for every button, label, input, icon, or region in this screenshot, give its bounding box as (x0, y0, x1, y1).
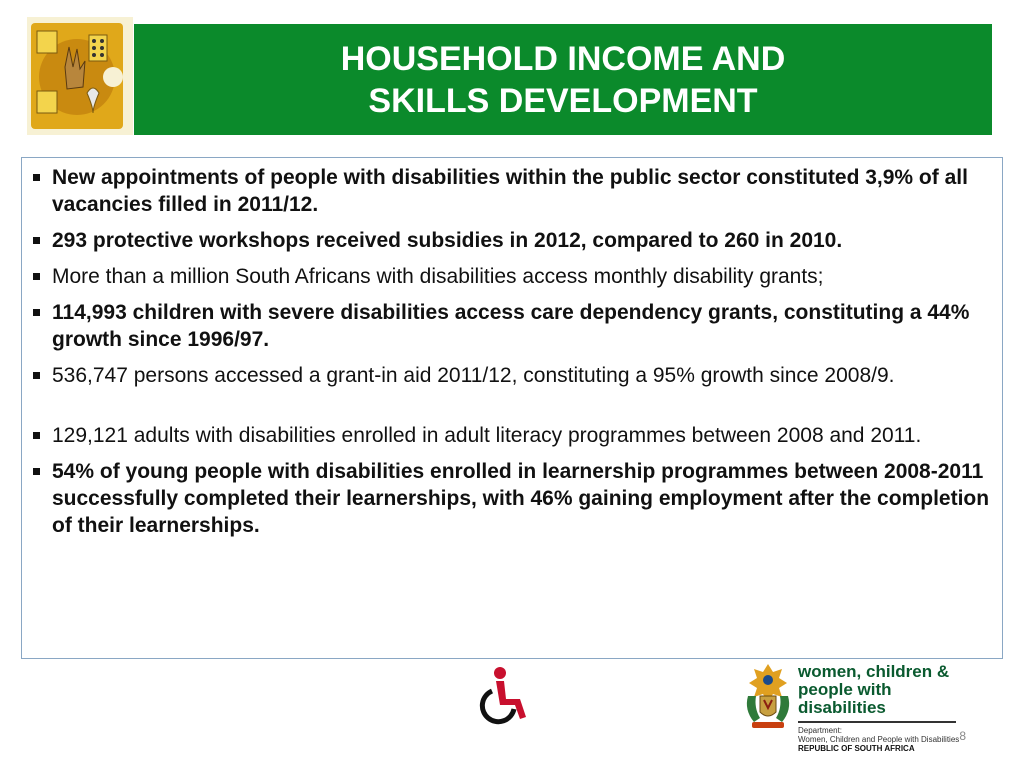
coat-of-arms-icon (740, 660, 796, 735)
bullet-marker-icon (33, 432, 40, 439)
bullet-item (30, 458, 996, 539)
bullet-text: 129,121 adults with disabilities enrolled in adult literacy programmes between 2008 and 2011. (52, 424, 922, 447)
wheelchair-icon (478, 665, 534, 725)
bullet-text: New appointments of people with disabilities within the public sector constituted 3,9% of all vacancies filled in 2011/12. (52, 166, 968, 216)
dept-label: Department: (798, 726, 843, 735)
bullet-list (30, 164, 996, 548)
bullet-text: 536,747 persons accessed a grant-in aid 2011/12, constituting a 95% growth since 2008/9. (52, 364, 895, 387)
department-text-block (798, 663, 968, 753)
bullet-marker-icon (33, 468, 40, 475)
bullet-item (30, 164, 996, 218)
title-banner (134, 24, 992, 135)
bullet-item (30, 422, 996, 449)
bullet-text: 54% of young people with disabilities enrolled in learnership programmes between 2008-2011 successfully completed their learnerships, with 46% gaining employment after the completion of their learnerships. (52, 460, 990, 537)
bullet-item (30, 362, 996, 389)
slide-number: 8 (959, 729, 966, 743)
dept-divider (798, 721, 956, 723)
dept-full-name: Women, Children and People with Disabilities (798, 735, 960, 744)
bullet-marker-icon (33, 174, 40, 181)
bullet-item (30, 227, 996, 254)
bullet-text: 293 protective workshops received subsidies in 2012, compared to 260 in 2010. (52, 229, 843, 252)
bullet-marker-icon (33, 372, 40, 379)
disability-collage-logo-icon (27, 17, 133, 135)
dept-name-line-2: people with disabilities (798, 680, 892, 717)
content-box (21, 157, 1003, 659)
country-name: REPUBLIC OF SOUTH AFRICA (798, 744, 915, 753)
bullet-text: 114,993 children with severe disabilities access care dependency grants, constituting a 44% growth since 1996/97. (52, 301, 970, 351)
slide-title-line-1: HOUSEHOLD INCOME AND (340, 39, 786, 78)
slide-title-line-2: SKILLS DEVELOPMENT (368, 81, 758, 120)
bullet-item (30, 299, 996, 353)
bullet-text: More than a million South Africans with disabilities access monthly disability grants; (52, 265, 824, 288)
bullet-item (30, 263, 996, 290)
bullet-marker-icon (33, 309, 40, 316)
bullet-marker-icon (33, 237, 40, 244)
bullet-marker-icon (33, 273, 40, 280)
dept-name-line-1: women, children & (798, 662, 950, 681)
